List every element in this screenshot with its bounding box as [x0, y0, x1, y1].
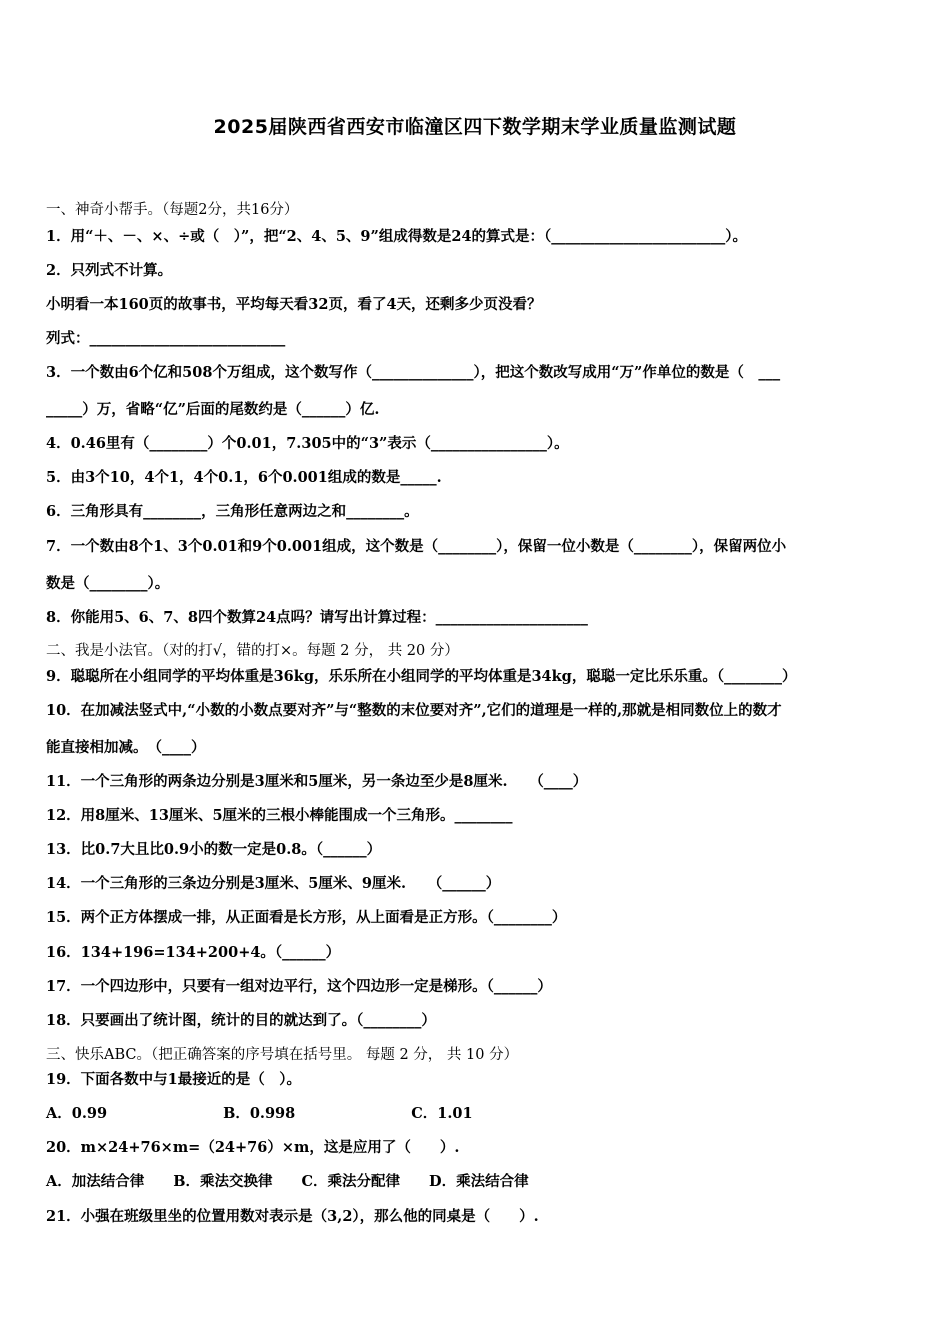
question-9: 9．聪聪所在小组同学的平均体重是36kg，乐乐所在小组同学的平均体重是34kg，聪聪一定比乐乐重。（________） [46, 668, 797, 685]
question-19: 19．下面各数中与1最接近的是（ ）。 [46, 1071, 302, 1088]
question-21: 21．小强在班级里坐的位置用数对表示是（3,2），那么他的同桌是（ ）. [46, 1208, 539, 1225]
section-3-heading: 三、快乐ABC。（把正确答案的序号填在括号里。 每题 2 分， 共 10 分） [46, 1047, 519, 1063]
question-20-options: A．加法结合律 B．乘法交换律 C．乘法分配律 D．乘法结合律 [46, 1173, 529, 1190]
question-18: 18．只要画出了统计图，统计的目的就达到了。（________） [46, 1012, 436, 1029]
question-20: 20．m×24+76×m=（24+76）×m，这是应用了（ ）. [46, 1139, 460, 1156]
question-10-cont: 能直接相加减。 （____） [46, 739, 206, 756]
question-15: 15．两个正方体摆成一排，从正面看是长方形，从上面看是正方形。（________） [46, 909, 567, 926]
question-2-formula: 列式：___________________________ [46, 330, 286, 347]
question-2: 2．只列式不计算。 [46, 262, 173, 279]
question-10: 10．在加减法竖式中,“小数的小数点要对齐”与“整数的末位要对齐”,它们的道理是一样的,那就是相同数位上的数才 [46, 702, 782, 719]
question-19-options: A．0.99 B．0.998 C．1.01 [46, 1105, 473, 1122]
page-title: 2025届陕西省西安市临潼区四下数学期末学业质量监测试题 [213, 116, 737, 138]
question-12: 12．用8厘米、13厘米、5厘米的三根小棒能围成一个三角形。________ [46, 807, 513, 824]
question-5: 5．由3个10，4个1，4个0.1，6个0.001组成的数是_____. [46, 469, 442, 486]
question-17: 17．一个四边形中，只要有一组对边平行，这个四边形一定是梯形。（______） [46, 978, 552, 995]
question-11: 11．一个三角形的两条边分别是3厘米和5厘米，另一条边至少是8厘米. （____） [46, 773, 588, 790]
question-4: 4．0.46里有（________）个0.01，7.305中的“3”表示（________________）。 [46, 435, 569, 452]
question-13: 13．比0.7大且比0.9小的数一定是0.8。（______） [46, 841, 382, 858]
section-2-heading: 二、我是小法官。（对的打√，错的打×。每题 2 分， 共 20 分） [46, 643, 459, 659]
question-1: 1．用“＋、－、×、÷或（ ）”，把“2、4、5、9”组成得数是24的算式是：（________________________）。 [46, 228, 748, 245]
question-16: 16．134+196=134+200+4。（______） [46, 944, 341, 961]
question-7: 7．一个数由8个1、3个0.01和9个0.001组成，这个数是（________），保留一位小数是（________），保留两位小 [46, 538, 787, 555]
question-3-cont: _____）万，省略“亿”后面的尾数约是（______）亿. [46, 401, 380, 418]
question-8: 8．你能用5、6、7、8四个数算24点吗？请写出计算过程：_____________________ [46, 609, 588, 626]
question-6: 6．三角形具有________，三角形任意两边之和________。 [46, 503, 419, 520]
question-3: 3．一个数由6个亿和508个万组成，这个数写作（______________），把这个数改写成用“万”作单位的数是（ ___ [46, 364, 781, 381]
section-1-heading: 一、神奇小帮手。（每题2分，共16分） [46, 202, 299, 218]
question-14: 14．一个三角形的三条边分别是3厘米、5厘米、9厘米. （______） [46, 875, 501, 892]
question-7-cont: 数是（________）。 [46, 575, 170, 592]
question-2-text: 小明看一本160页的故事书，平均每天看32页，看了4天，还剩多少页没看？ [46, 296, 542, 313]
